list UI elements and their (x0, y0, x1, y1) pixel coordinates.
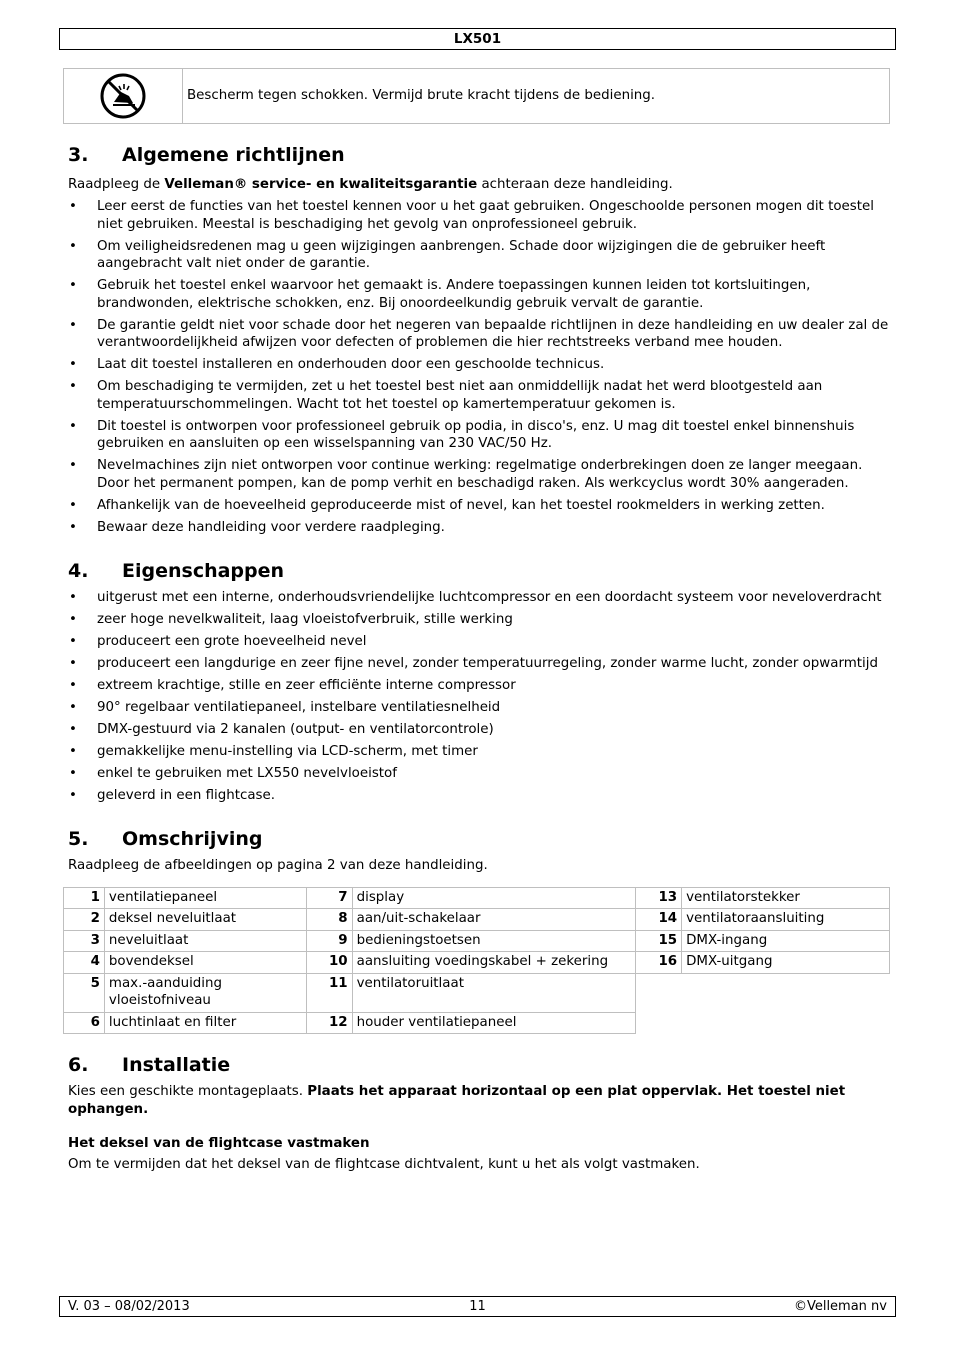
part-number: 4 (64, 952, 105, 974)
list-item: • Dit toestel is ontworpen voor professioneel gebruik op podia, in disco's, enz. U mag dit toestel enkel binnenshuis gebruiken en aansluiten op een wisselspanning van 230 VAC/50 Hz. (68, 418, 890, 453)
list-item: • Afhankelijk van de hoeveelheid geproduceerde mist of nevel, kan het toestel rookmelders in werking zetten. (68, 497, 890, 515)
part-number: 10 (306, 952, 352, 974)
part-number: 1 (64, 887, 105, 909)
part-label: neveluitlaat (104, 930, 306, 952)
warning-row (64, 69, 890, 124)
list-item: • uitgerust met een interne, onderhoudsvriendelijke luchtcompressor en een doordacht systeem voor neveloverdracht (68, 589, 890, 607)
part-label: aan/uit-schakelaar (352, 909, 636, 931)
section-number: 4. (68, 560, 89, 582)
list-item: • geleverd in een flightcase. (68, 787, 890, 805)
part-label: ventilatoraansluiting (682, 909, 890, 931)
warning-table (63, 68, 890, 124)
part-number: 3 (64, 930, 105, 952)
list-item: • Laat dit toestel installeren en onderhouden door een geschoolde technicus. (68, 356, 890, 374)
section-6-heading (68, 1052, 890, 1078)
section-title: Installatie (122, 1054, 231, 1076)
list-item: • Om beschadiging te vermijden, zet u het toestel best niet aan onmiddellijk nadat het werd blootgesteld aan temperatuurschommelingen. Wacht tot het toestel op kamertemperatuur gekomen is. (68, 378, 890, 413)
table-row (64, 952, 890, 974)
intro-text: achteraan deze handleiding. (477, 177, 673, 192)
list-item: • extreem krachtige, stille en zeer efficiënte interne compressor (68, 677, 890, 695)
section-number: 3. (68, 144, 89, 166)
part-label: aansluiting voedingskabel + zekering (352, 952, 636, 974)
page-number: 11 (469, 1299, 486, 1314)
table-row (64, 887, 890, 909)
part-label: ventilatoruitlaat (352, 973, 636, 1012)
list-item: • Gebruik het toestel enkel waarvoor het gemaakt is. Andere toepassingen kunnen leiden tot kortsluitingen, brandwonden, elektrische schokken, enz. Bij onoordeelkundig gebruik vervalt de garantie. (68, 277, 890, 312)
section-title: Algemene richtlijnen (122, 144, 345, 166)
part-number: 9 (306, 930, 352, 952)
copyright: ©Velleman nv (793, 1299, 887, 1314)
list-item: • produceert een langdurige en zeer fijne nevel, zonder temperatuurregeling, zonder warme lucht, zonder opwarmtijd (68, 655, 890, 673)
parts-table (63, 887, 890, 1035)
section-5-intro: Raadpleeg de afbeeldingen op pagina 2 van deze handleiding. (68, 858, 488, 873)
list-item: • produceert een grote hoeveelheid nevel (68, 633, 890, 651)
subsection-title: Het deksel van de flightcase vastmaken (68, 1136, 370, 1151)
part-number: 2 (64, 909, 105, 931)
main-content (68, 142, 890, 1174)
empty-cell (636, 973, 890, 1012)
part-number: 5 (64, 973, 105, 1012)
part-label: DMX-uitgang (682, 952, 890, 974)
part-label: DMX-ingang (682, 930, 890, 952)
list-item: • 90° regelbaar ventilatiepaneel, instelbare ventilatiesnelheid (68, 699, 890, 717)
part-number: 12 (306, 1012, 352, 1034)
intro-bold: Velleman® service- en kwaliteitsgarantie (164, 177, 478, 192)
part-label: houder ventilatiepaneel (352, 1012, 636, 1034)
list-item: • Bewaar deze handleiding voor verdere raadpleging. (68, 519, 890, 537)
section-5-heading (68, 826, 890, 852)
part-number: 7 (306, 887, 352, 909)
section-6-intro (68, 1083, 890, 1118)
table-row (64, 930, 890, 952)
part-label: bovendeksel (104, 952, 306, 974)
section-number: 5. (68, 828, 89, 850)
part-number: 6 (64, 1012, 105, 1034)
page-footer (59, 1296, 896, 1317)
part-label: bedieningstoetsen (352, 930, 636, 952)
part-label: ventilatorstekker (682, 887, 890, 909)
guidelines-list (68, 198, 890, 536)
warning-icon-cell (64, 69, 183, 124)
features-list (68, 589, 890, 805)
part-label: luchtinlaat en filter (104, 1012, 306, 1034)
section-number: 6. (68, 1054, 89, 1076)
table-row (64, 909, 890, 931)
table-row (64, 1012, 890, 1034)
no-shock-icon (99, 72, 147, 120)
version-date: V. 03 – 08/02/2013 (68, 1299, 190, 1314)
intro-text: Kies een geschikte montageplaats. (68, 1084, 308, 1099)
part-number: 15 (636, 930, 682, 952)
intro-bold: Plaats het apparaat horizontaal op een plat oppervlak. Het toestel niet ophangen. (68, 1084, 846, 1117)
part-number: 8 (306, 909, 352, 931)
list-item: • Nevelmachines zijn niet ontworpen voor continue werking: regelmatige onderbrekingen doen ze langer meegaan. Door het permanent pompen, kan de pomp verhit en beschadigd raken. Als werkcyclus wordt 30% aangeraden. (68, 457, 890, 492)
section-4-heading (68, 558, 890, 584)
part-number: 14 (636, 909, 682, 931)
intro-text: Raadpleeg de (68, 177, 165, 192)
empty-cell (636, 1012, 890, 1034)
part-label: ventilatiepaneel (104, 887, 306, 909)
part-label: max.-aanduiding vloeistofniveau (104, 973, 306, 1012)
section-title: Eigenschappen (122, 560, 285, 582)
list-item: • zeer hoge nevelkwaliteit, laag vloeistofverbruik, stille werking (68, 611, 890, 629)
list-item: • gemakkelijke menu-instelling via LCD-scherm, met timer (68, 743, 890, 761)
list-item: • De garantie geldt niet voor schade door het negeren van bepaalde richtlijnen in deze handleiding en uw dealer zal de verantwoordelijkheid afwijzen voor defecten of problemen die hier rechtstreeks verband mee houden. (68, 317, 890, 352)
part-label: display (352, 887, 636, 909)
part-number: 11 (306, 973, 352, 1012)
section-title: Omschrijving (122, 828, 263, 850)
model-name: LX501 (453, 31, 502, 47)
list-item: • enkel te gebruiken met LX550 nevelvloeistof (68, 765, 890, 783)
section-3-intro (68, 176, 890, 194)
list-item: • DMX-gestuurd via 2 kanalen (output- en ventilatorcontrole) (68, 721, 890, 739)
section-3-heading (68, 142, 890, 168)
part-label: deksel neveluitlaat (104, 909, 306, 931)
page-header (59, 28, 896, 50)
list-item: • Om veiligheidsredenen mag u geen wijzigingen aanbrengen. Schade door wijzigingen die de gebruiker heeft aangebracht valt niet onder de garantie. (68, 238, 890, 273)
part-number: 16 (636, 952, 682, 974)
warning-text: Bescherm tegen schokken. Vermijd brute kracht tijdens de bediening. (183, 69, 890, 124)
subsection-text: Om te vermijden dat het deksel van de flightcase dichtvalent, kunt u het als volgt vastmaken. (68, 1157, 700, 1172)
list-item: • Leer eerst de functies van het toestel kennen voor u het gaat gebruiken. Ongeschoolde personen mogen dit toestel niet gebruiken. Meestal is beschadiging het gevolg van onprofessioneel gebruik. (68, 198, 890, 233)
part-number: 13 (636, 887, 682, 909)
table-row (64, 973, 890, 1012)
